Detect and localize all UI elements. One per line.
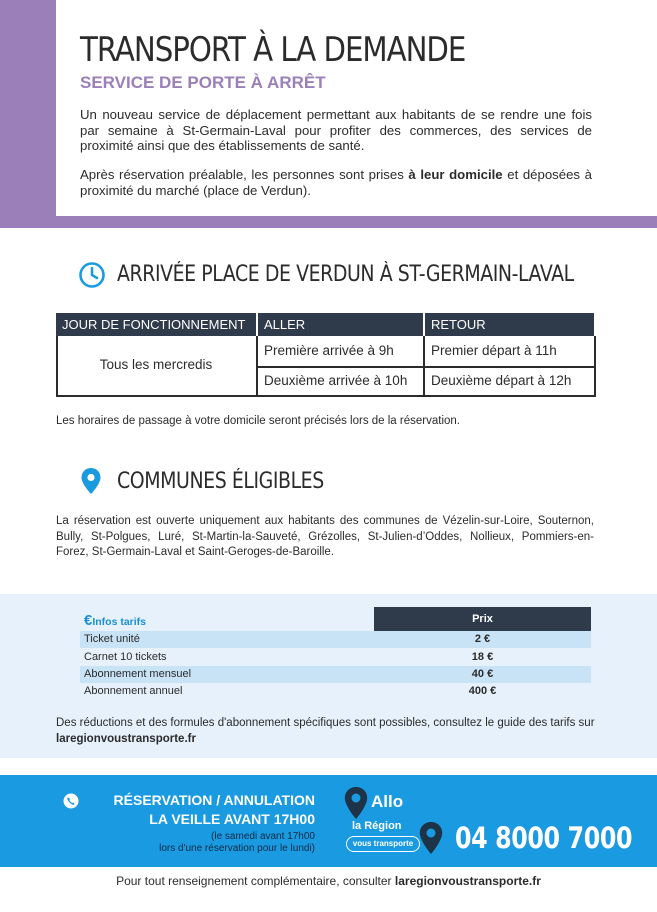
page-title: TRANSPORT À LA DEMANDE	[80, 30, 466, 70]
map-pin-icon	[418, 821, 444, 855]
tarif-label: Ticket unité	[84, 633, 140, 645]
header	[0, 0, 657, 228]
map-pin-icon	[80, 467, 102, 495]
tarif-price: 400 €	[468, 685, 497, 697]
operating-day-cell: Tous les mercredis	[99, 357, 213, 372]
tarif-price: 2 €	[474, 633, 491, 645]
tarif-price: 18 €	[471, 651, 494, 663]
table-row	[80, 666, 591, 683]
schedule-note: Les horaires de passage à votre domicile seront précisés lors de la réservation.	[56, 415, 460, 427]
table-row	[80, 649, 591, 666]
footer	[0, 874, 657, 888]
table-border	[56, 395, 596, 397]
clock-icon	[78, 261, 106, 289]
arrival-section-title: ARRIVÉE PLACE DE VERDUN À ST-GERMAIN-LAVAL	[117, 262, 574, 287]
pickup-text-start: Après réservation préalable, les personnes sont prises	[80, 167, 409, 182]
tarifs-title	[84, 612, 146, 629]
map-pin-icon	[343, 786, 369, 820]
footer-text: Pour tout renseignement complémentaire, consulter	[116, 874, 395, 888]
pickup-text-end: et déposées à proximité du marché (place de Verdun).	[80, 167, 592, 198]
aller-cell: Deuxième arrivée à 10h	[264, 373, 408, 388]
schedule-table	[56, 313, 596, 397]
column-header-aller: ALLER	[258, 313, 423, 336]
page-subtitle: SERVICE DE PORTE À ARRÊT	[80, 73, 326, 92]
euro-icon: €	[84, 612, 93, 629]
pickup-text-bold: à leur domicile	[408, 167, 503, 182]
tarif-price: 40 €	[471, 668, 494, 680]
reservation-note-line2: lors d'une réservation pour le lundi)	[159, 843, 315, 854]
reservation-deadline: LA VEILLE AVANT 17H00	[149, 811, 315, 827]
footer-link[interactable]: laregionvoustransporte.fr	[394, 874, 541, 888]
tarifs-link[interactable]: laregionvoustransporte.fr	[56, 732, 196, 745]
tarifs-title-text: Infos tarifs	[92, 616, 147, 628]
reservation-note-line1: (le samedi avant 17h00	[211, 831, 315, 842]
retour-cell: Premier départ à 11h	[431, 343, 557, 358]
table-border	[56, 336, 58, 397]
column-header-retour: RETOUR	[425, 313, 594, 336]
tarif-label: Abonnement mensuel	[84, 668, 192, 680]
vous-transporte-badge: vous transporte	[346, 836, 420, 852]
price-column-header: Prix	[374, 607, 591, 631]
tarif-label: Carnet 10 tickets	[84, 651, 167, 663]
table-row	[80, 683, 591, 700]
communes-text: La réservation est ouverte uniquement aux habitants des communes de Vézelin-sur-Loire, Souternon, Bully, St-Polgues, Luré, St-Martin-la-Sauveté, Grézolles, St-Julien-d’Oddes, Nollieux, Pommiers-en-Forez, St-Germain-Laval et Saint-Geroges-de-Baroille.	[56, 515, 594, 558]
table-row	[80, 631, 591, 648]
intro-paragraph: Un nouveau service de déplacement permettant aux habitants de se rendre une fois par semaine à St-Germain-Laval pour profiter des commerces, des services de proximité ainsi que des établissements de santé.	[80, 107, 592, 153]
phone-number[interactable]: 04 8000 7000	[455, 821, 633, 855]
tarifs-note	[56, 716, 596, 747]
pickup-paragraph	[80, 167, 592, 198]
header-accent-band	[0, 0, 56, 228]
column-header-day: JOUR DE FONCTIONNEMENT	[56, 313, 256, 336]
aller-cell: Première arrivée à 9h	[264, 343, 394, 358]
retour-cell: Deuxième départ à 12h	[431, 373, 572, 388]
la-region-logo-text: la Région	[352, 820, 402, 832]
allo-logo-text: Allo	[371, 792, 404, 811]
tarif-label: Abonnement annuel	[84, 685, 183, 697]
communes-section-title: COMMUNES ÉLIGIBLES	[117, 469, 324, 494]
tarifs-note-text: Des réductions et des formules d'abonnement spécifiques sont possibles, consultez le guide des tarifs sur	[56, 717, 595, 729]
phone-icon	[63, 793, 79, 809]
table-border	[256, 366, 596, 368]
reservation-heading: RÉSERVATION / ANNULATION	[113, 792, 315, 808]
header-bottom-bar	[56, 216, 657, 228]
